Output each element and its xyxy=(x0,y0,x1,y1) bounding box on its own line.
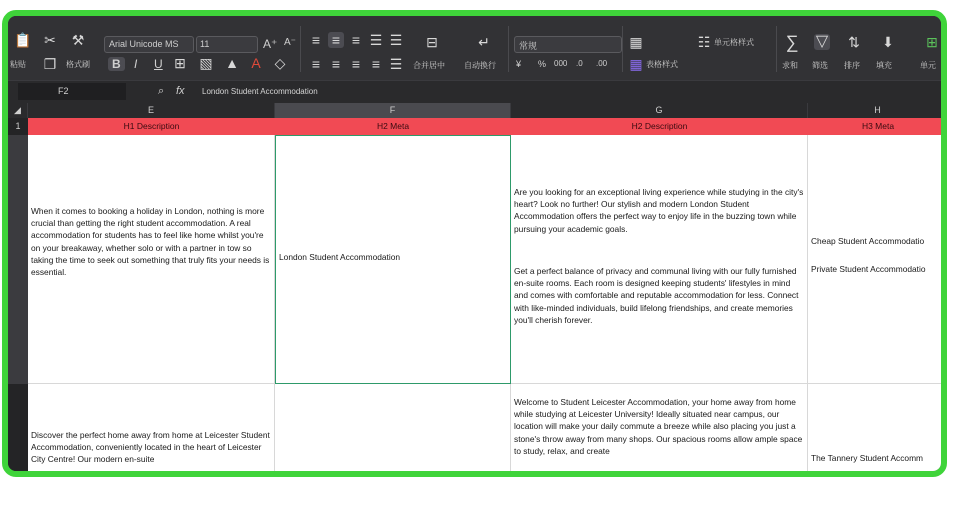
row-header-3[interactable] xyxy=(8,384,28,477)
column-header-e[interactable]: E xyxy=(28,103,275,118)
font-shrink-button[interactable]: A⁻ xyxy=(284,37,296,48)
formula-bar xyxy=(8,80,941,103)
conditional-format-icon[interactable]: ▦ xyxy=(629,34,643,50)
clear-format-icon[interactable]: ◇ xyxy=(274,55,286,71)
filter-label[interactable]: 筛选 xyxy=(812,61,828,70)
header-row xyxy=(28,118,947,135)
cell-g2-paragraph-1: Are you looking for an exceptional living experience while studying in the city's heart? Look no further! Our stylish and modern London Student Accommodation offers the perfect way to enjoy life in the buzzing town while pursuing your academic goals. xyxy=(514,187,804,234)
align-left-icon[interactable]: ≡ xyxy=(311,56,321,72)
filter-icon[interactable]: ▽ xyxy=(815,33,829,50)
ribbon-toolbar xyxy=(8,16,941,80)
header-cell-h[interactable]: H3 Meta xyxy=(861,121,895,131)
border-icon[interactable]: ⊞ xyxy=(174,55,186,71)
cell-h3-text: The Tannery Student Accomm xyxy=(811,453,924,463)
highlight-icon[interactable]: ▲ xyxy=(225,55,239,71)
indent-icon[interactable]: ☰ xyxy=(369,32,383,48)
font-name-value: Arial Unicode MS xyxy=(109,39,179,49)
align-bottom-icon[interactable]: ≡ xyxy=(351,32,361,48)
cell-h2[interactable] xyxy=(808,135,947,384)
sort-label[interactable]: 排序 xyxy=(844,61,860,70)
cell-f3[interactable] xyxy=(275,384,511,477)
table-style-icon[interactable]: ▦ xyxy=(629,56,643,72)
format-painter-icon[interactable]: ⚒ xyxy=(71,32,85,48)
fill-icon[interactable]: ⬇ xyxy=(882,34,894,50)
formula-input[interactable]: London Student Accommodation xyxy=(202,87,318,96)
wrap-label[interactable]: 自动换行 xyxy=(464,61,496,70)
percent-button[interactable]: % xyxy=(538,59,547,69)
table-style-label[interactable]: 表格样式 xyxy=(646,60,678,69)
decrease-decimal-button[interactable]: .00 xyxy=(596,59,608,68)
underline-button[interactable]: U xyxy=(154,57,163,71)
cut-icon[interactable]: ✂ xyxy=(44,32,56,48)
app-window xyxy=(2,10,947,477)
cell-h2-line-1: Cheap Student Accommodatio xyxy=(811,236,925,246)
font-grow-button[interactable]: A⁺ xyxy=(263,37,278,51)
thousands-button[interactable]: 000 xyxy=(554,59,568,68)
cell-style-label[interactable]: 单元格样式 xyxy=(714,38,754,47)
cell-icon[interactable]: ⊞ xyxy=(926,34,938,50)
cell-style-icon[interactable]: ☷ xyxy=(697,34,711,50)
cell-e2[interactable] xyxy=(28,135,275,384)
row-header-2[interactable] xyxy=(8,135,28,384)
header-cell-e[interactable]: H1 Description xyxy=(123,121,180,131)
column-header-g[interactable]: G xyxy=(511,103,808,118)
fill-color-icon[interactable]: ▧ xyxy=(199,55,213,71)
align-top-icon[interactable]: ≡ xyxy=(311,32,321,48)
bold-button[interactable]: B xyxy=(108,57,125,71)
outdent-icon[interactable]: ☰ xyxy=(389,32,403,48)
distribute-icon[interactable]: ☰ xyxy=(389,56,403,72)
cell-e2-text: When it comes to booking a holiday in London, nothing is more crucial than getting the right student accommodation. A real accommodation for students has to feel like home whilst you're on your breakaway, whether solo or with a partner in tow so taking the time to seek out something that truly fits your needs is essential. xyxy=(31,206,270,278)
merge-icon[interactable]: ⊟ xyxy=(426,34,438,50)
justify-icon[interactable]: ≡ xyxy=(371,56,381,72)
row-header-1[interactable]: 1 xyxy=(8,118,28,135)
sort-icon[interactable]: ⇅ xyxy=(848,34,860,50)
cell-e3-text: Discover the perfect home away from home at Leicester Student Accommodation, conveniently located in the heart of Leicester City Centre! Our modern en-suite xyxy=(31,430,270,465)
sum-icon[interactable]: ∑ xyxy=(785,32,799,52)
cell-label[interactable]: 单元 xyxy=(920,61,936,70)
cell-g2[interactable] xyxy=(511,135,808,384)
font-size-value: 11 xyxy=(200,39,210,49)
paste-label[interactable]: 粘贴 xyxy=(10,60,26,69)
cell-h2-line-2: Private Student Accommodatio xyxy=(811,264,926,274)
fx-button[interactable]: fx xyxy=(176,85,185,97)
wrap-icon[interactable]: ↵ xyxy=(478,34,490,50)
zoom-icon[interactable]: ⌕ xyxy=(158,85,165,97)
cell-e3[interactable] xyxy=(28,384,275,477)
sum-label[interactable]: 求和 xyxy=(782,61,798,70)
name-box[interactable]: F2 xyxy=(18,83,126,100)
copy-icon[interactable]: ❐ xyxy=(43,56,57,72)
column-header-h[interactable]: H xyxy=(808,103,947,118)
cell-h3[interactable] xyxy=(808,384,947,477)
cell-g3-text: Welcome to Student Leicester Accommodation, your home away from home while studying at Leicester University! Ideally situated near campus, our location will make your daily commute a breeze while also placing you just a stone's throw away from many shops. Our spacious rooms allow ample space to study, relax, and create xyxy=(514,397,803,456)
cell-f2[interactable] xyxy=(275,135,511,384)
header-cell-f[interactable]: H2 Meta xyxy=(376,121,410,131)
cell-g3[interactable] xyxy=(511,384,808,477)
number-format-value: 常规 xyxy=(519,41,538,51)
select-all-corner[interactable]: ◢ xyxy=(8,103,28,118)
font-color-icon[interactable]: A xyxy=(251,55,261,71)
paste-icon[interactable]: 📋 xyxy=(14,32,32,48)
cell-f2-text: London Student Accommodation xyxy=(279,252,401,262)
italic-button[interactable]: I xyxy=(134,57,138,71)
align-middle-icon[interactable]: ≡ xyxy=(328,32,344,48)
merge-label[interactable]: 合并居中 xyxy=(413,61,445,70)
align-center-icon[interactable]: ≡ xyxy=(331,56,341,72)
header-cell-g[interactable]: H2 Description xyxy=(631,121,688,131)
align-right-icon[interactable]: ≡ xyxy=(351,56,361,72)
fill-label[interactable]: 填充 xyxy=(876,61,892,70)
column-header-f[interactable]: F xyxy=(275,103,511,118)
increase-decimal-button[interactable]: .0 xyxy=(576,59,583,68)
cell-g2-paragraph-2: Get a perfect balance of privacy and communal living with our fully furnished en-suite rooms. Each room is designed keeping students' lifestyles in mind and comes with comfortable and reputable accommodation for less. Connect with like-minded individuals, build lifelong friendships, and create memories you'll cherish forever. xyxy=(514,266,799,325)
format-painter-label[interactable]: 格式刷 xyxy=(66,60,90,69)
currency-button[interactable]: ¥ xyxy=(516,59,522,69)
